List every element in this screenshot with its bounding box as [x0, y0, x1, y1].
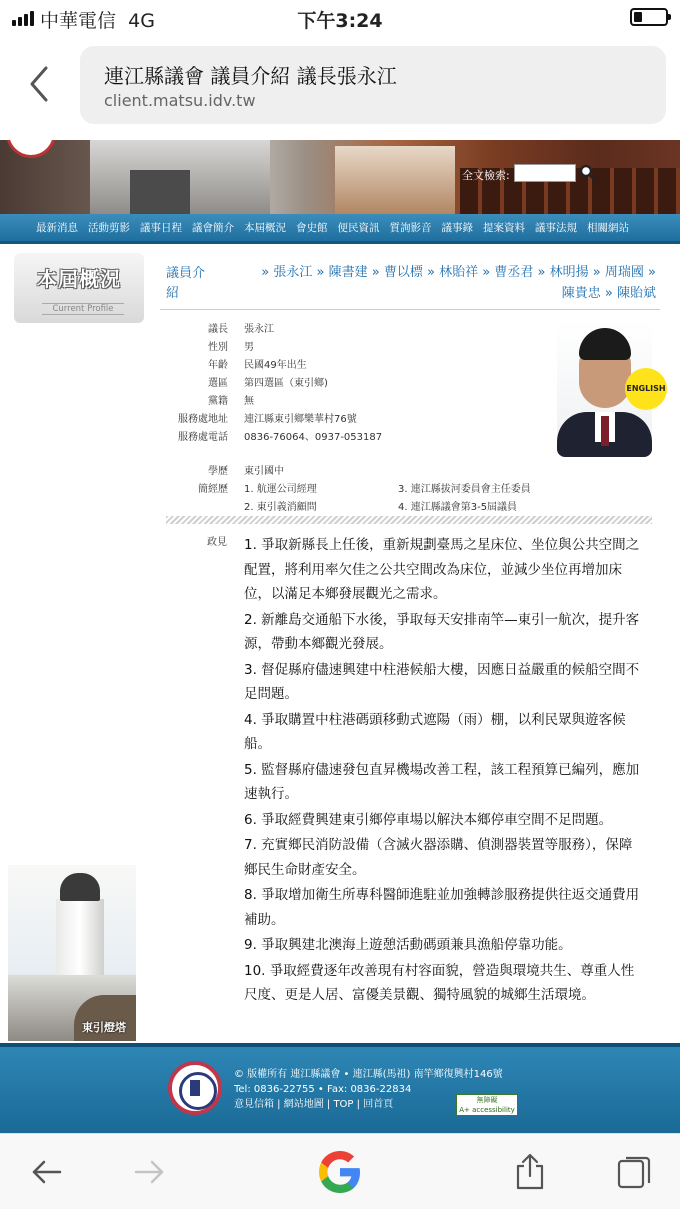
footer-links[interactable]: 意見信箱 | 網站地圖 | TOP | 回首頁: [234, 1099, 394, 1110]
page-url: client.matsu.idv.tw: [104, 91, 256, 110]
field-label: 年齡: [208, 360, 228, 371]
member-link[interactable]: 陳貴忠: [561, 286, 601, 301]
accessibility-badge-bottom: A+ accessibility: [459, 1106, 515, 1114]
google-icon[interactable]: [314, 1146, 366, 1198]
field-value: 民國49年出生: [244, 360, 307, 371]
nav-item-links[interactable]: 相關網站: [587, 222, 629, 234]
nav-item-services[interactable]: 便民資訊: [337, 222, 380, 234]
policy-item: 7. 充實鄉民消防設備（含滅火器添購、偵測器裝置等服務），保障鄉民生命財產安全。: [244, 837, 633, 878]
field-label: 性別: [208, 342, 228, 353]
member-link[interactable]: 林明揚: [549, 265, 589, 280]
status-time: 下午3:24: [297, 10, 383, 32]
policy-item: 9. 爭取興建北澳海上遊憩活動碼頭兼具漁船停靠功能。: [244, 937, 572, 953]
member-link[interactable]: 陳貽斌: [616, 286, 656, 301]
left-panel: [0, 247, 152, 1037]
site-nav: [0, 214, 680, 244]
policy-list: [244, 533, 644, 1009]
education-label: 學歷: [208, 466, 228, 477]
accessibility-badge-top: 無障礙: [476, 1096, 498, 1104]
education-value: 東引國中: [244, 466, 284, 477]
member-link[interactable]: 張永江: [273, 265, 313, 280]
member-list-heading: 議員介紹: [166, 266, 206, 301]
lighthouse-image: [8, 865, 136, 1041]
accessibility-badge[interactable]: [456, 1094, 518, 1116]
field-value: 0836-76064、0937-053187: [244, 432, 383, 443]
member-link[interactable]: 林貽祥: [439, 265, 479, 280]
field-label: 服務處地址: [178, 414, 228, 425]
council-seal-icon: [6, 140, 56, 158]
member-link[interactable]: 周瑞國: [604, 265, 644, 280]
banner-chamber: [335, 146, 455, 214]
browser-toolbar: [0, 1133, 680, 1209]
network-label: 4G: [128, 10, 155, 32]
policy-item: 2. 新離島交通船下水後，爭取每天安排南竿—東引一航次，提升客源，帶動本鄉觀光發展。: [244, 611, 640, 652]
council-logo-icon: [168, 1061, 222, 1115]
english-button[interactable]: ENGLISH: [625, 368, 667, 410]
lighthouse-caption: 東引燈塔: [82, 1021, 126, 1034]
policy-item: 1. 爭取新縣長上任後，重新規劃臺馬之星床位、坐位與公共空間之配置，將利用率欠佳之公共空間改為床位，並減少坐位再增加床位，以滿足本鄉發展觀光之需求。: [244, 537, 640, 602]
section-title: 本屆概況: [37, 267, 121, 291]
experience-item: 2. 東引義消顧問: [244, 502, 317, 513]
member-link[interactable]: 曹丞君: [494, 265, 534, 280]
battery-icon: [630, 8, 668, 26]
field-label: 黨籍: [208, 396, 228, 407]
share-icon[interactable]: [510, 1152, 550, 1192]
nav-item-current[interactable]: 本屆概況: [244, 222, 286, 234]
banner-building: [90, 140, 270, 214]
address-bar[interactable]: [80, 46, 666, 124]
section-title-box: [14, 253, 144, 323]
nav-item-history[interactable]: 會史館: [296, 222, 328, 234]
field-label: 議長: [208, 324, 228, 335]
policy-item: 8. 爭取增加衛生所專科醫師進駐並加強轉診服務提供往返交通費用補助。: [244, 887, 640, 928]
search-input[interactable]: [514, 164, 576, 182]
forward-arrow-icon[interactable]: [130, 1152, 170, 1192]
search-label: 全文檢索:: [462, 169, 510, 182]
experience-label: 簡經歷: [198, 484, 228, 495]
nav-item-proposals[interactable]: 提案資料: [483, 222, 525, 234]
field-value: 無: [244, 396, 254, 407]
back-arrow-icon[interactable]: [26, 1152, 66, 1192]
policy-item: 6. 爭取經費興建東引鄉停車場以解決本鄉停車空間不足問題。: [244, 811, 613, 828]
member-list: 議員介紹 » 張永江 » 陳書建 » 曹以標 » 林貽祥 » 曹丞君 » 林明揚 » 周瑞國 » 陳貴忠 » 陳貽斌: [160, 258, 660, 310]
divider: [166, 516, 652, 524]
member-link[interactable]: 陳書建: [328, 265, 368, 280]
experience-item: 1. 航運公司經理: [244, 484, 317, 495]
policy-item: 3. 督促縣府儘速興建中柱港候船大樓，因應日益嚴重的候船空間不足問題。: [244, 661, 640, 702]
nav-item-news[interactable]: 最新消息: [36, 222, 78, 234]
section-subtitle: Current Profile: [42, 303, 124, 315]
policy-item: 5. 監督縣府儘速發包直昇機場改善工程，該工程預算已編列，應加速執行。: [244, 761, 640, 802]
field-value: 連江縣東引鄉樂華村76號: [244, 414, 357, 425]
site-footer: [0, 1043, 680, 1133]
experience-item: 4. 連江縣議會第3-5屆議員: [398, 502, 518, 513]
page-title: 連江縣議會 議員介紹 議長張永江: [104, 64, 397, 88]
field-value: 張永江: [244, 324, 274, 335]
nav-item-video[interactable]: 質詢影音: [389, 222, 432, 234]
footer-copyright: © 版權所有 連江縣議會 • 連江縣(馬祖) 南竿鄉復興村146號: [234, 1069, 503, 1080]
field-value: 第四選區（東引鄉): [244, 378, 328, 389]
nav-item-regulations[interactable]: 議事法規: [535, 222, 577, 234]
experience-item: 3. 連江縣拔河委員會主任委員: [398, 484, 531, 495]
tabs-icon[interactable]: [614, 1152, 654, 1192]
policy-label: 政見: [207, 537, 227, 548]
back-chevron-icon[interactable]: [20, 62, 60, 106]
policy-item: 10. 爭取經費逐年改善現有村容面貌，營造與環境共生、尊重人性尺度、更是人居、富優美景觀、獨特風貌的城鄉生活環境。: [244, 962, 635, 1003]
search-icon[interactable]: [578, 163, 598, 183]
nav-item-activities[interactable]: 活動剪影: [88, 222, 130, 234]
field-label: 服務處電話: [178, 432, 228, 443]
nav-item-schedule[interactable]: 議事日程: [140, 222, 182, 234]
site-banner: [0, 140, 680, 214]
nav-item-minutes[interactable]: 議事錄: [441, 222, 473, 234]
member-link[interactable]: 曹以標: [383, 265, 423, 280]
status-bar: [0, 0, 680, 36]
field-value: 男: [244, 342, 254, 353]
carrier-label: 中華電信 4G: [40, 10, 155, 32]
footer-contact: Tel: 0836-22755 • Fax: 0836-22834: [234, 1084, 412, 1095]
nav-item-intro[interactable]: 議會簡介: [192, 222, 234, 234]
field-label: 選區: [208, 378, 228, 389]
policy-item: 4. 爭取購置中柱港碼頭移動式遮陽（雨）棚，以利民眾與遊客候船。: [244, 711, 626, 752]
